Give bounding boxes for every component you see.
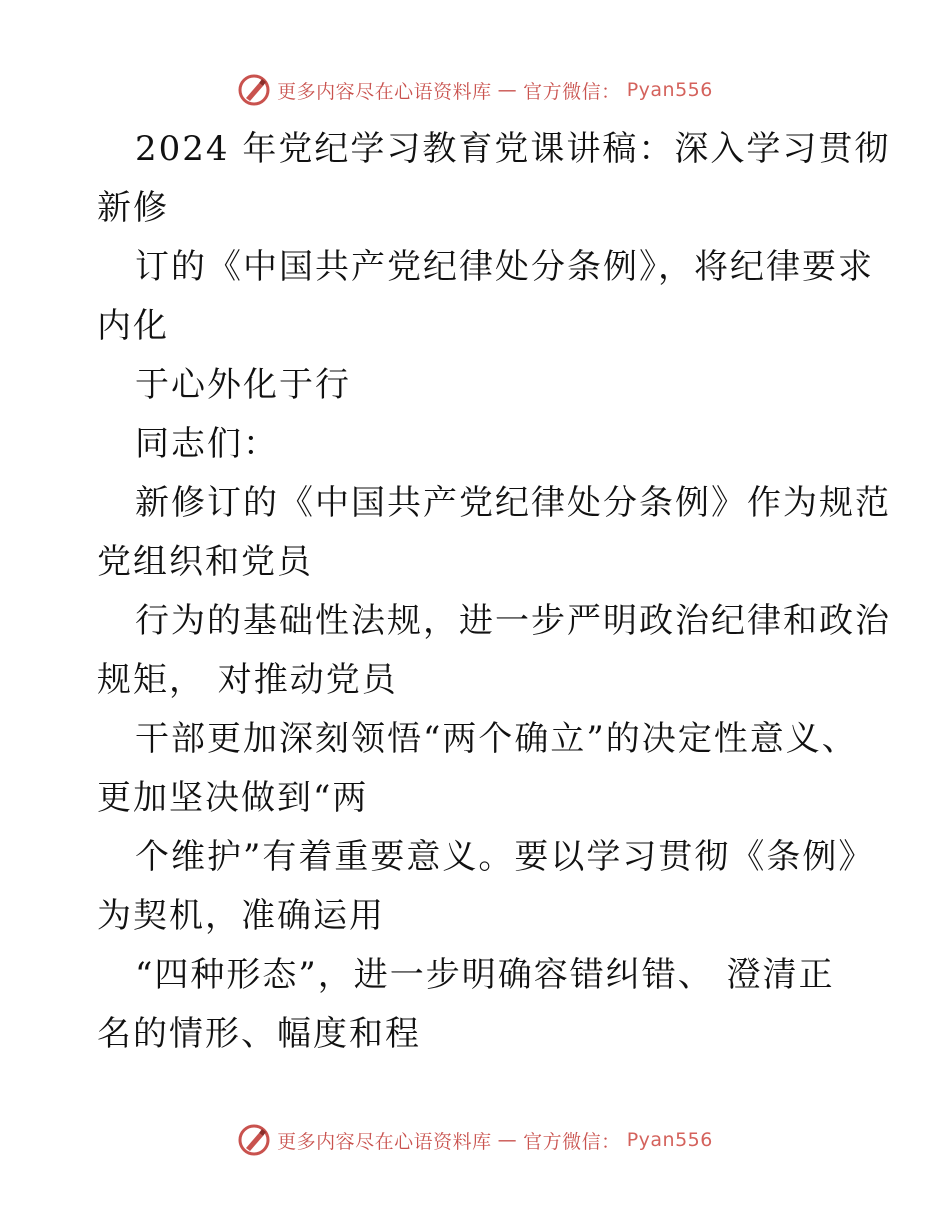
header-watermark-separator: — xyxy=(497,79,518,101)
header-wechat-id: Pyan556 xyxy=(626,79,713,101)
text-line: 行为的基础性法规，进一步严明政治纪律和政治 xyxy=(135,601,891,641)
text-line: 名的情形、幅度和程 xyxy=(97,1014,421,1054)
text-line: 党组织和党员 xyxy=(97,542,313,582)
text-line: 内化 xyxy=(97,306,169,346)
header-watermark xyxy=(0,70,950,110)
text-line: 于心外化于行 xyxy=(135,365,351,405)
text-line: 新修订的《中国共产党纪律处分条例》作为规范 xyxy=(135,483,891,523)
text-line: 新修 xyxy=(97,188,169,228)
text-line: 个维护”有着重要意义。要以学习贯彻《条例》 xyxy=(135,837,875,877)
text-line: 规矩， 对推动党员 xyxy=(97,660,398,700)
header-watermark-text: 更多内容尽在心语资料库 xyxy=(277,80,492,103)
pen-logo-icon xyxy=(237,73,271,107)
text-line: 更加坚决做到“两 xyxy=(97,778,369,818)
footer-wechat-label: 官方微信： xyxy=(523,1130,621,1153)
footer-watermark xyxy=(0,1120,950,1160)
text-line: 订的《中国共产党纪律处分条例》，将纪律要求 xyxy=(135,247,874,287)
pen-logo-icon xyxy=(237,1123,271,1157)
footer-watermark-separator: — xyxy=(497,1129,518,1151)
text-line: 2024 年党纪学习教育党课讲稿：深入学习贯彻 xyxy=(135,129,891,169)
footer-wechat-id: Pyan556 xyxy=(626,1129,713,1151)
text-line: “四种形态”，进一步明确容错纠错、 澄清正 xyxy=(135,955,835,995)
header-wechat-label: 官方微信： xyxy=(523,80,621,103)
footer-watermark-text: 更多内容尽在心语资料库 xyxy=(277,1130,492,1153)
text-line: 同志们： xyxy=(135,424,279,464)
text-line: 为契机，准确运用 xyxy=(97,896,385,936)
text-line: 干部更加深刻领悟“两个确立”的决定性意义、 xyxy=(135,719,858,759)
document-body xyxy=(97,120,891,1064)
